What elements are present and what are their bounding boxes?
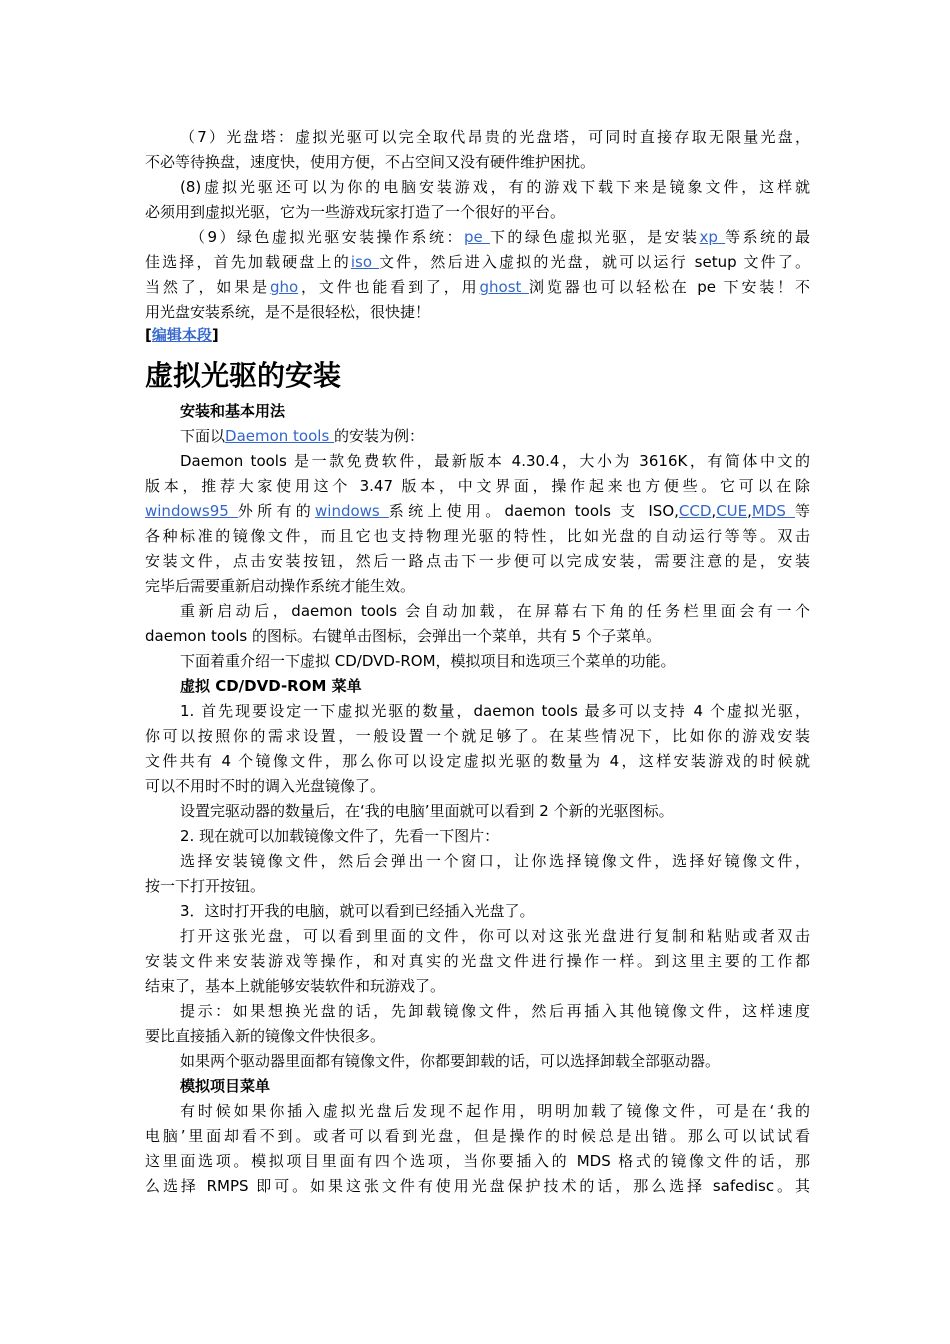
paragraph-line: 电脑’里面却看不到。或者可以看到光盘，但是操作的时候总是出错。那么可以试试看 — [145, 1127, 810, 1145]
link-gho[interactable]: gho — [269, 278, 299, 296]
paragraph-line: 不必等待换盘，速度快，使用方便，不占空间又没有硬件维护困扰。 — [145, 153, 596, 171]
bracket: ] — [211, 326, 219, 344]
paragraph-line: 打开这张光盘，可以看到里面的文件，你可以对这张光盘进行复制和粘贴或者双击 — [180, 927, 810, 945]
paragraph-line: 1. 首先现要设定一下虚拟光驱的数量，daemon tools 最多可以支持 4 个虚拟光驱， — [180, 702, 810, 720]
edit-section-link — [145, 325, 219, 345]
paragraph-line: 提示：如果想换光盘的话，先卸载镜像文件，然后再插入其他镜像文件，这样速度 — [180, 1002, 810, 1020]
paragraph-line — [190, 227, 810, 247]
text-span: 系统上使用。daemon tools 支 ISO, — [388, 502, 679, 520]
paragraph-line: Daemon tools 是一款免费软件，最新版本 4.30.4，大小为 3616K，有简体中文的 — [180, 452, 810, 470]
text-span: （9）绿色虚拟光驱安装操作系统： — [190, 228, 464, 246]
text-span: 外所有的 — [237, 502, 316, 520]
text-span: 下的绿色虚拟光驱，是安装 — [489, 228, 700, 246]
paragraph-line: 2. 现在就可以加载镜像文件了，先看一下图片： — [180, 827, 500, 845]
subheading: 安装和基本用法 — [180, 402, 286, 420]
link-iso[interactable]: iso — [350, 253, 379, 271]
paragraph-line: 么选择 RMPS 即可。如果这张文件有使用光盘保护技术的话，那么选择 safedisc。其 — [145, 1177, 810, 1195]
text-span: 下面以 — [180, 427, 226, 445]
paragraph-line: 按一下打开按钮。 — [145, 877, 266, 895]
link-windows[interactable]: windows — [315, 502, 389, 520]
text-span: , — [711, 502, 717, 520]
text-span: 的安装为例： — [334, 427, 425, 445]
link-pe[interactable]: pe — [463, 228, 490, 246]
paragraph-line: 结束了，基本上就能够安装软件和玩游戏了。 — [145, 977, 446, 995]
text-span: ，文件也能看到了，用 — [298, 278, 480, 296]
subheading: 模拟项目菜单 — [180, 1077, 271, 1095]
paragraph-line: 3．这时打开我的电脑，就可以看到已经插入光盘了。 — [180, 902, 535, 920]
paragraph-line: 版本，推荐大家使用这个 3.47 版本，中文界面，操作起来也方便些。它可以在除 — [145, 477, 810, 495]
bracket: [ — [145, 326, 152, 344]
paragraph-line — [145, 501, 810, 521]
text-span: 浏览器也可以轻松在 pe 下安装！不 — [529, 278, 811, 296]
paragraph-line: （7）光盘塔：虚拟光驱可以完全取代昂贵的光盘塔，可同时直接存取无限量光盘， — [180, 128, 810, 146]
text-span: 佳选择，首先加载硬盘上的 — [145, 253, 351, 271]
text-span: , — [747, 502, 752, 520]
text-span: 等 — [794, 502, 810, 520]
edit-link[interactable]: 编辑本段 — [151, 326, 212, 344]
paragraph-line: 要比直接插入新的镜像文件快很多。 — [145, 1027, 386, 1045]
link-cue[interactable]: CUE — [716, 502, 748, 520]
subheading: 虚拟 CD/DVD-ROM 菜单 — [180, 677, 362, 695]
link-xp[interactable]: xp — [699, 228, 726, 246]
text-span: 文件，然后进入虚拟的光盘，就可以运行 setup 文件了。 — [378, 253, 810, 271]
section-title: 虚拟光驱的安装 — [145, 359, 342, 392]
paragraph-line: (8)虚拟光驱还可以为你的电脑安装游戏，有的游戏下载下来是镜象文件，这样就 — [180, 178, 810, 196]
paragraph-line: 用光盘安装系统，是不是很轻松，很快捷！ — [145, 303, 431, 321]
paragraph-line: 安装文件，点击安装按钮，然后一路点击下一步便可以完成安装，需要注意的是，安装 — [145, 552, 810, 570]
paragraph-line — [145, 252, 810, 272]
paragraph-line — [145, 277, 810, 297]
paragraph-line: 设置完驱动器的数量后，在‘我的电脑’里面就可以看到 2 个新的光驱图标。 — [180, 802, 674, 820]
text-span: 等系统的最 — [725, 228, 810, 246]
paragraph-line: daemon tools 的图标。右键单击图标，会弹出一个菜单，共有 5 个子菜单。 — [145, 627, 662, 645]
text-span: 当然了，如果是 — [145, 278, 270, 296]
paragraph-line — [180, 426, 810, 446]
paragraph-line: 你可以按照你的需求设置，一般设置一个就足够了。在某些情况下，比如你的游戏安装 — [145, 727, 810, 745]
paragraph-line: 完毕后需要重新启动操作系统才能生效。 — [145, 577, 416, 595]
paragraph-line: 必须用到虚拟光驱，它为一些游戏玩家打造了一个很好的平台。 — [145, 203, 566, 221]
paragraph-line: 选择安装镜像文件，然后会弹出一个窗口，让你选择镜像文件，选择好镜像文件， — [180, 852, 810, 870]
link-windows95[interactable]: windows95 — [145, 502, 238, 520]
paragraph-line: 重新启动后，daemon tools 会自动加载，在屏幕右下角的任务栏里面会有一个 — [180, 602, 810, 620]
paragraph-line: 这里面选项。模拟项目里面有四个选项，当你要插入的 MDS 格式的镜像文件的话，那 — [145, 1152, 810, 1170]
link-mds[interactable]: MDS — [751, 502, 795, 520]
paragraph-line: 有时候如果你插入虚拟光盘后发现不起作用，明明加载了镜像文件，可是在‘我的 — [180, 1102, 810, 1120]
paragraph-line: 下面着重介绍一下虚拟 CD/DVD-ROM，模拟项目和选项三个菜单的功能。 — [180, 652, 676, 670]
paragraph-line: 安装文件来安装游戏等操作，和对真实的光盘文件进行操作一样。到这里主要的工作都 — [145, 952, 810, 970]
paragraph-line: 各种标准的镜像文件，而且它也支持物理光驱的特性，比如光盘的自动运行等等。双击 — [145, 527, 810, 545]
link-ghost[interactable]: ghost — [479, 278, 530, 296]
link-daemon-tools[interactable]: Daemon tools — [225, 427, 335, 445]
link-ccd[interactable]: CCD — [678, 502, 712, 520]
paragraph-line: 如果两个驱动器里面都有镜像文件，你都要卸载的话，可以选择卸载全部驱动器。 — [180, 1052, 721, 1070]
paragraph-line: 文件共有 4 个镜像文件，那么你可以设定虚拟光驱的数量为 4，这样安装游戏的时候就 — [145, 752, 810, 770]
paragraph-line: 可以不用时不时的调入光盘镜像了。 — [145, 777, 386, 795]
